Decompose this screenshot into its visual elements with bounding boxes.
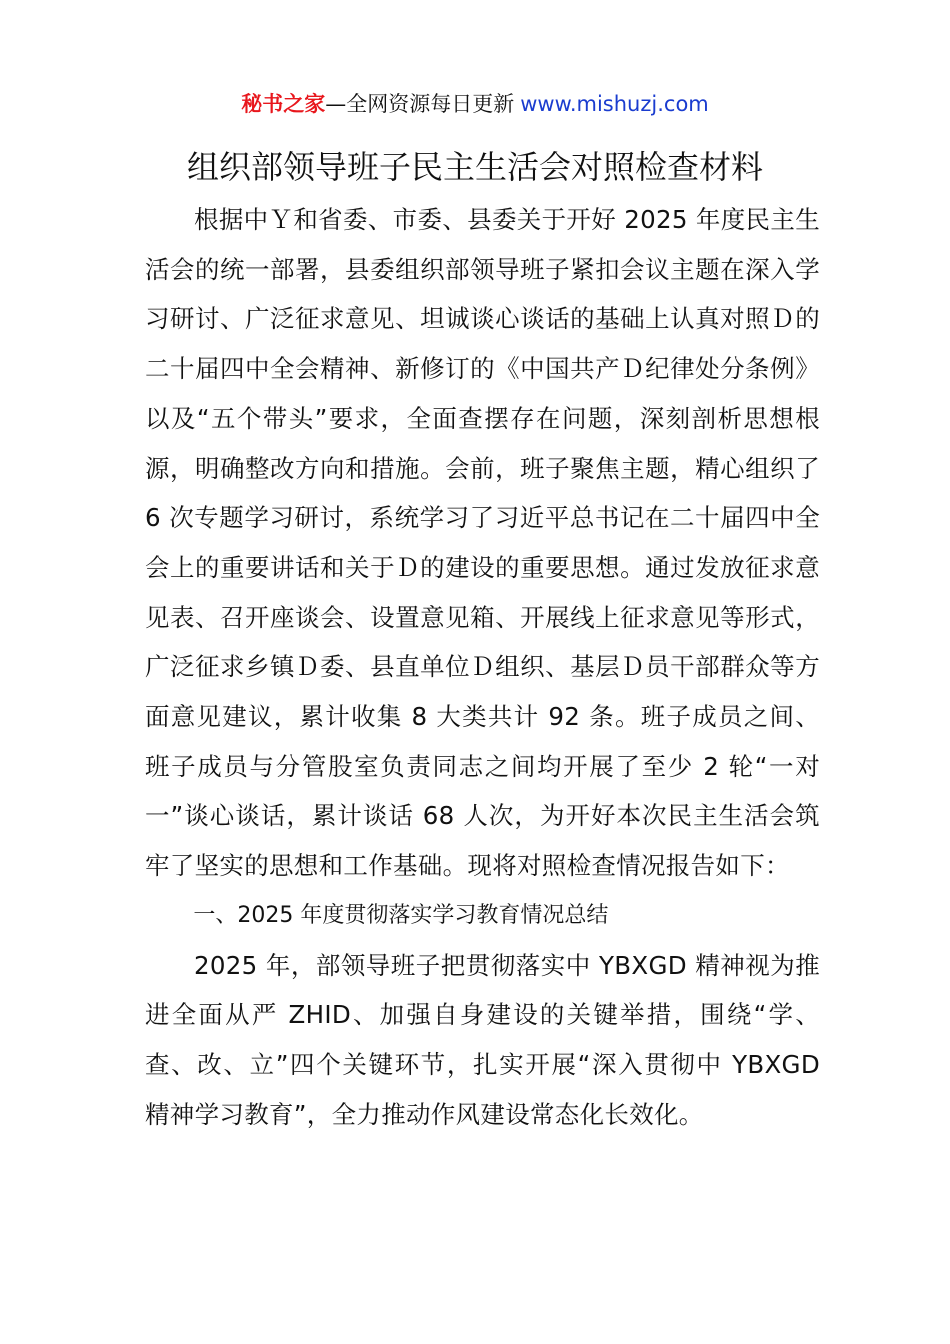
document-title: 组织部领导班子民主生活会对照检查材料 xyxy=(186,148,763,186)
site-url-link[interactable]: www.mishuzj.com xyxy=(520,92,709,116)
document-body xyxy=(145,195,820,1139)
brand-name: 秘书之家 xyxy=(241,92,326,116)
section-heading: 一、2025 年度贯彻落实学习教育情况总结 xyxy=(193,902,609,928)
section-paragraph: 2025 年，部领导班子把贯彻落实中 YBXGD 精神视为推进全面从严 ZHID、加强自身建设的关键举措，围绕“学、查、改、立”四个关键环节，扎实开展“深入贯彻中 YBXGD 精神学习教育”，全力推动作风建设常态化长效化。 xyxy=(145,950,820,1129)
site-header xyxy=(0,89,950,119)
intro-paragraph: 根据中Ｙ和省委、市委、县委关于开好 2025 年度民主生活会的统一部署，县委组织部领导班子紧扣会议主题在深入学习研讨、广泛征求意见、坦诚谈心谈话的基础上认真对照Ｄ的二十届四中全会精神、新修订的《中国共产Ｄ纪律处分条例》以及“五个带头”要求，全面查摆存在问题，深刻剖析思想根源，明确整改方向和措施。会前，班子聚焦主题，精心组织了 6 次专题学习研讨，系统学习了习近平总书记在二十届四中全会上的重要讲话和关于Ｄ的建设的重要思想。通过发放征求意见表、召开座谈会、设置意见箱、开展线上征求意见等形式，广泛征求乡镇Ｄ委、县直单位Ｄ组织、基层Ｄ员干部群众等方面意见建议，累计收集 8 大类共计 92 条。班子成员之间、班子成员与分管股室负责同志之间均开展了至少 2 轮“一对一”谈心谈话，累计谈话 68 人次，为开好本次民主生活会筑牢了坚实的思想和工作基础。现将对照检查情况报告如下： xyxy=(145,205,820,881)
site-tagline: —全网资源每日更新 xyxy=(325,92,515,116)
